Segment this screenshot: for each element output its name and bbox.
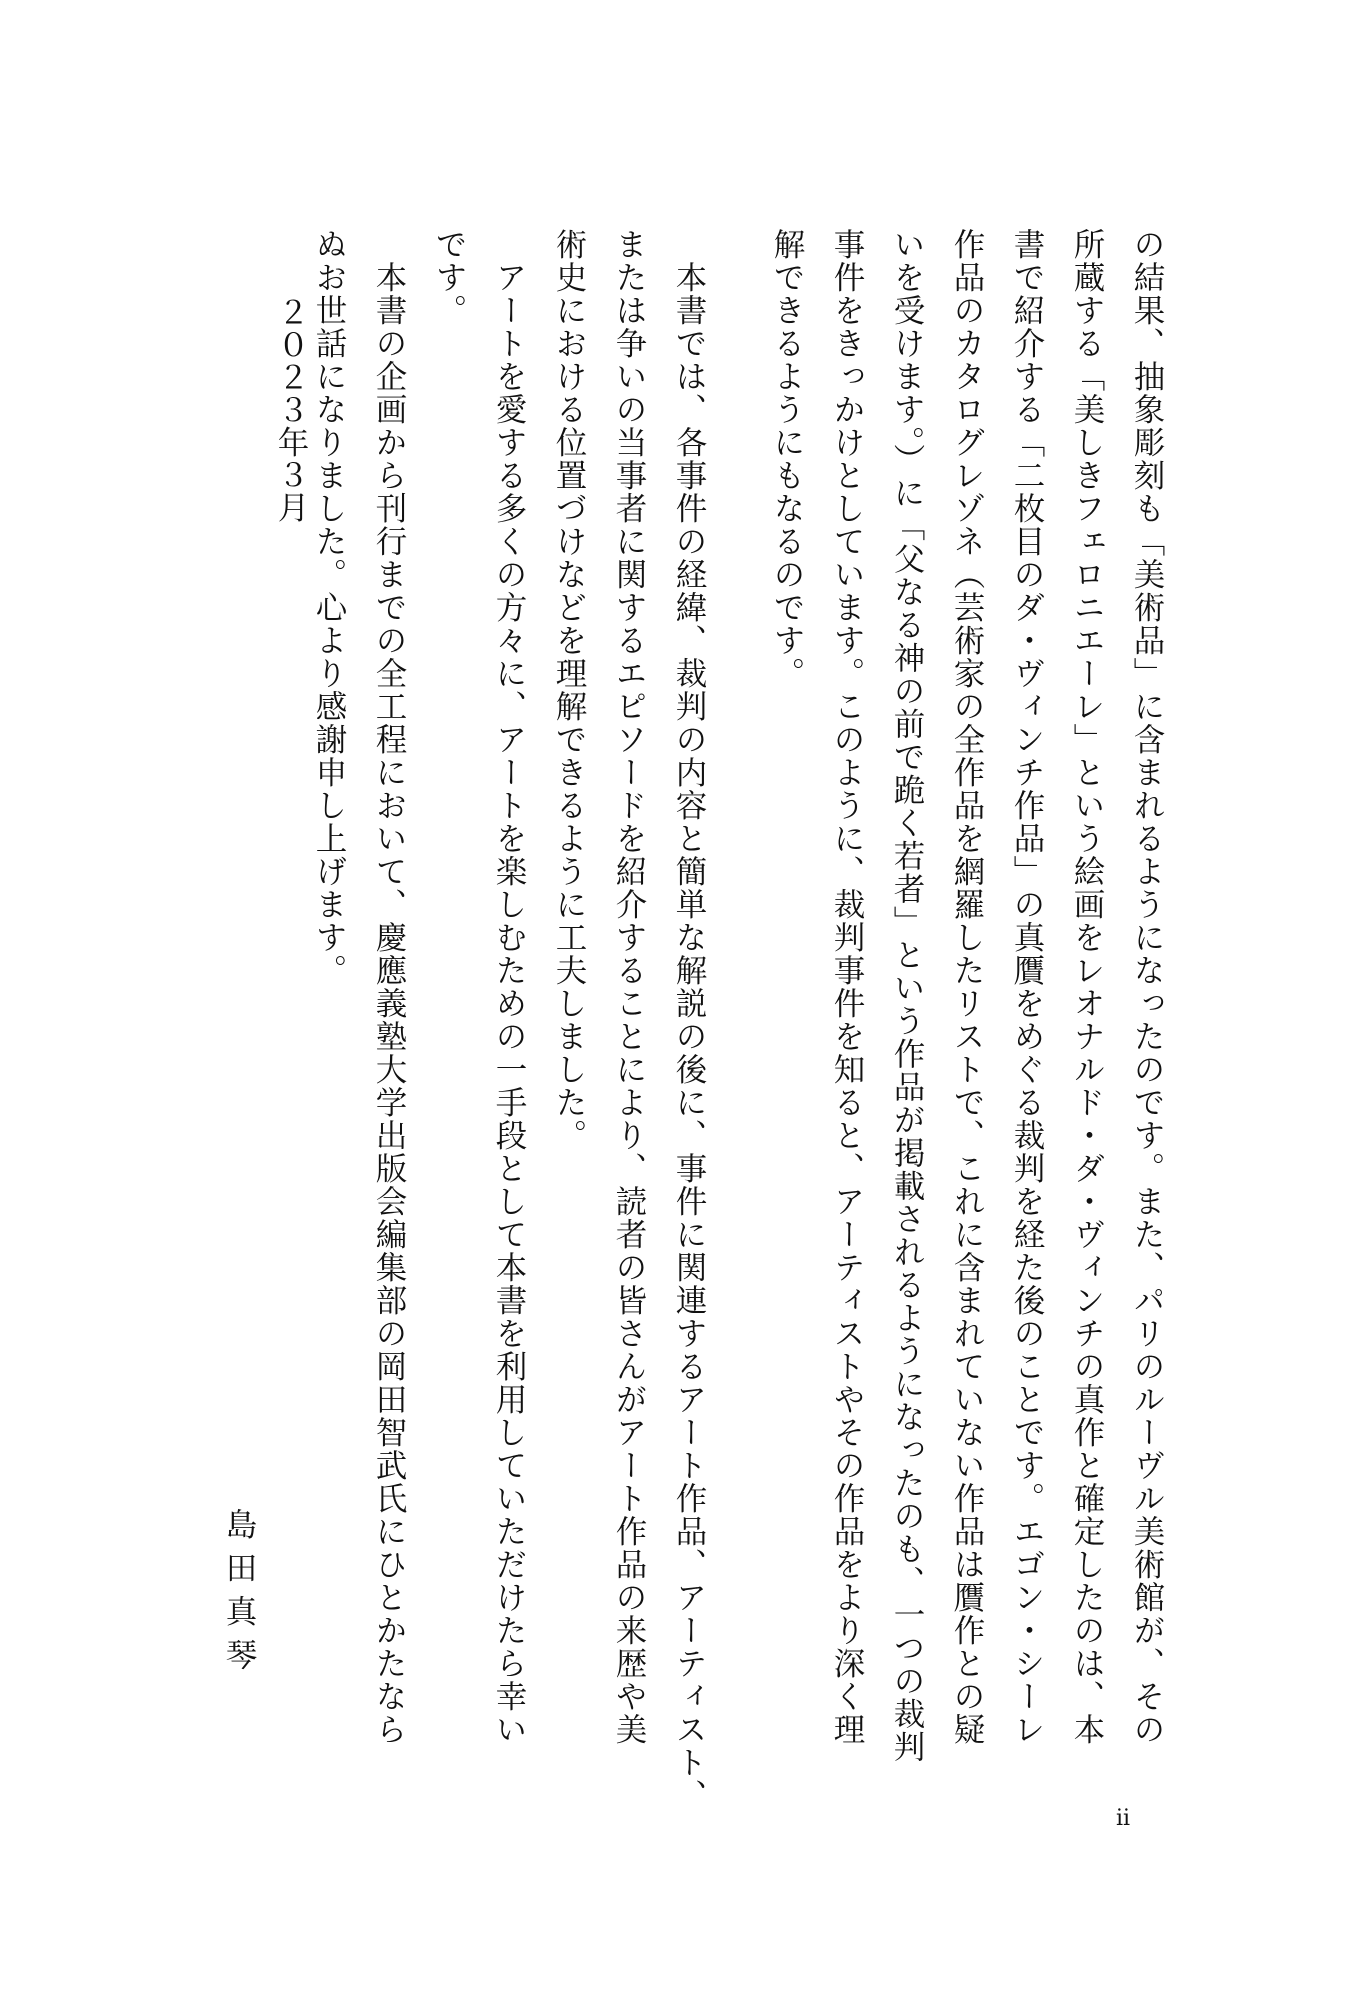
text-line: アートを愛する多くの方々に、アートを楽しむための一手段として本書を利用していただけたら幸い — [491, 228, 527, 1746]
signature-date: ２０２３年３月 — [273, 296, 309, 524]
text-line: 作品のカタログレゾネ（芸術家の全作品を網羅したリストで、これに含まれていない作品は贋作との疑 — [949, 228, 985, 1746]
author-name: 島田真琴 — [221, 1508, 257, 1682]
text-line: 事件をきっかけとしています。このように、裁判事件を知ると、アーティストやその作品をより深く理 — [829, 228, 865, 1746]
text-line: 所蔵する「美しきフェロニエーレ」という絵画をレオナルド・ダ・ヴィンチの真作と確定したのは、本 — [1069, 228, 1105, 1746]
text-line: 解できるようにもなるのです。 — [769, 228, 805, 690]
text-line: 術史における位置づけなどを理解できるように工夫しました。 — [551, 228, 587, 1152]
text-line: の結果、抽象彫刻も「美術品」に含まれるようになったのです。また、パリのルーヴル美術館が、その — [1129, 228, 1165, 1746]
text-line: 書で紹介する「二枚目のダ・ヴィンチ作品」の真贋をめぐる裁判を経た後のことです。エゴン・シーレ — [1009, 228, 1045, 1746]
text-line: ぬお世話になりました。心より感謝申し上げます。 — [311, 228, 347, 987]
text-line: です。 — [431, 228, 467, 327]
text-line: 本書では、各事件の経緯、裁判の内容と簡単な解説の後に、事件に関連するアート作品、アーティスト、 — [671, 228, 707, 1812]
text-line: 本書の企画から刊行までの全工程において、慶應義塾大学出版会編集部の岡田智武氏にひとかたなら — [371, 228, 407, 1746]
page-number: ii — [1116, 1806, 1131, 1831]
text-line: または争いの当事者に関するエピソードを紹介することにより、読者の皆さんがアート作品の来歴や美 — [611, 228, 647, 1746]
text-line: いを受けます。）に「父なる神の前で跪く若者」という作品が掲載されるようになったのも、一つの裁判 — [889, 228, 925, 1764]
